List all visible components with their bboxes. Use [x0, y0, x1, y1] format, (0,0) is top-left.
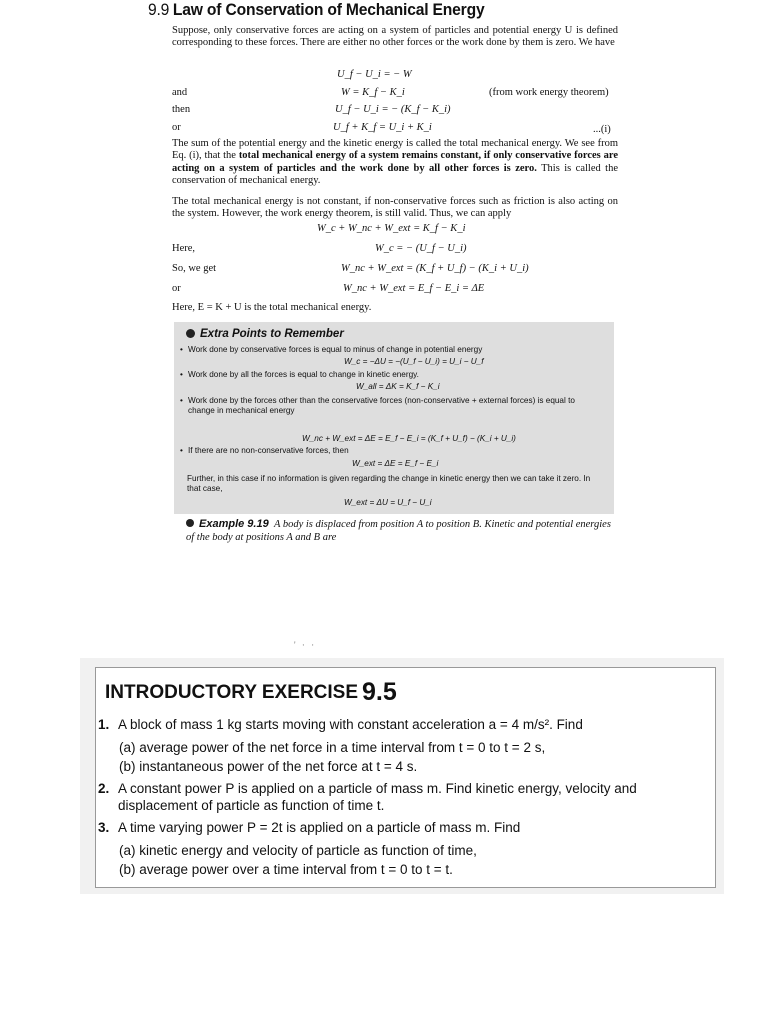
equation-4-tag: ...(i)	[593, 124, 611, 135]
question-3b: (b) average power over a time interval from t = 0 to t = t.	[119, 862, 453, 877]
section-title	[148, 0, 484, 20]
extra-point-2-text: Work done by all the forces is equal to change in kinetic energy.	[188, 370, 419, 379]
conservation-statement: total mechanical energy of a system remains constant, if only conservative forces are acting on a system of particles and the work done by all other forces is zero.	[172, 150, 618, 174]
extra-point-1-text: Work done by conservative forces is equal to minus of change in potential energy	[188, 345, 483, 354]
extra-point-2: • Work done by all the forces is equal to change in kinetic energy.	[180, 370, 419, 379]
question-1	[98, 716, 708, 733]
non-conservative-paragraph: The total mechanical energy is not constant, if non-conservative forces such as friction is also acting on the system. However, the work energy theorem, is still valid. Thus, we can apply	[172, 196, 618, 220]
extra-point-3: • Work done by the forces other than the conservative forces (non-conservative + external forces) is equal to change in mechanical energy	[180, 396, 575, 415]
example-bullet-icon	[186, 519, 194, 527]
label-so-we-get: So, we get	[172, 263, 217, 274]
question-1-number: 1.	[98, 717, 110, 732]
extra-point-1: • Work done by conservative forces is equal to minus of change in potential energy	[180, 345, 483, 354]
extra-point-3-equation: W_nc + W_ext = ΔE = E_f − E_i = (K_f + U_f) − (K_i + U_i)	[302, 434, 516, 443]
example-text: A body is displaced from position A to position B. Kinetic and potential energies of the body at positions A and B are	[186, 519, 611, 543]
example-9-19	[186, 518, 616, 544]
question-1b: (b) instantaneous power of the net force at t = 4 s.	[119, 759, 418, 774]
extra-further-equation: W_ext = ΔU = U_f − U_i	[344, 498, 432, 507]
equation-3: U_f − U_i = − (K_f − K_i)	[335, 104, 451, 115]
question-2-text: A constant power P is applied on a particle of mass m. Find kinetic energy, velocity and displacement of particle as function of time t.	[118, 781, 637, 813]
extra-further-text: Further, in this case if no information is given regarding the change in kinetic energy then we can take it zero. In that case,	[187, 474, 591, 493]
question-2-number: 2.	[98, 781, 110, 796]
equation-2-note: (from work energy theorem)	[489, 87, 609, 98]
label-or-2: or	[172, 283, 181, 294]
question-3-number: 3.	[98, 820, 110, 835]
exercise-title	[105, 678, 397, 707]
question-1-text: A block of mass 1 kg starts moving with constant acceleration a = 4 m/s². Find	[118, 717, 583, 732]
equation-2: W = K_f − K_i	[341, 87, 405, 98]
label-here: Here,	[172, 243, 196, 254]
section-number: 9.9	[148, 0, 170, 19]
exercise-title-text: INTRODUCTORY EXERCISE	[105, 682, 359, 703]
stray-marks: ' · ·	[294, 640, 317, 650]
label-and: and	[172, 87, 188, 98]
question-3	[98, 819, 708, 836]
equation-5: W_c + W_nc + W_ext = K_f − K_i	[317, 223, 466, 234]
equation-8: W_nc + W_ext = E_f − E_i = ΔE	[343, 283, 485, 294]
label-or: or	[172, 122, 181, 133]
equation-4: U_f + K_f = U_i + K_i	[333, 122, 432, 133]
extra-point-3-text: Work done by the forces other than the conservative forces (non-conservative + external forces) is equal to change in mechanical energy	[188, 396, 575, 415]
question-3-text: A time varying power P = 2t is applied on a particle of mass m. Find	[118, 820, 521, 835]
extra-point-4-text: If there are no non-conservative forces, then	[188, 446, 349, 455]
equation-6: W_c = − (U_f − U_i)	[375, 243, 467, 254]
conservation-text-b: This is called the conservation of mechanical energy.	[172, 162, 618, 187]
equation-1: U_f − U_i = − W	[337, 69, 412, 80]
check-icon	[186, 329, 195, 338]
extra-point-2-equation: W_all = ΔK = K_f − K_i	[356, 382, 440, 391]
extra-points-heading	[186, 328, 344, 340]
question-2	[98, 780, 708, 814]
equation-7: W_nc + W_ext = (K_f + U_f) − (K_i + U_i)	[341, 263, 529, 274]
intro-paragraph: Suppose, only conservative forces are acting on a system of particles and potential energy U is defined corresponding to these forces. There are either no other forces or the work done by them is zero. We have	[172, 25, 618, 49]
exercise-number: 9.5	[362, 678, 397, 706]
extra-point-4-equation: W_ext = ΔE = E_f − E_i	[352, 459, 439, 468]
conservation-text-a: The sum of the potential energy and the kinetic energy is called the total mechanical energy. We see from Eq. (i), that the	[172, 138, 618, 162]
example-label: Example 9.19	[199, 518, 269, 530]
extra-point-1-equation: W_c = −ΔU = −(U_f − U_i) = U_i − U_f	[344, 357, 484, 366]
question-1a: (a) average power of the net force in a time interval from t = 0 to t = 2 s,	[119, 740, 546, 755]
question-3a: (a) kinetic energy and velocity of particle as function of time,	[119, 843, 477, 858]
label-then: then	[172, 104, 191, 115]
extra-point-4: • If there are no non-conservative forces, then	[180, 446, 349, 455]
extra-points-heading-text: Extra Points to Remember	[200, 328, 344, 340]
total-energy-definition: Here, E = K + U is the total mechanical energy.	[172, 302, 372, 313]
conservation-paragraph	[172, 138, 618, 188]
section-title-text: Law of Conservation of Mechanical Energy	[172, 0, 485, 19]
